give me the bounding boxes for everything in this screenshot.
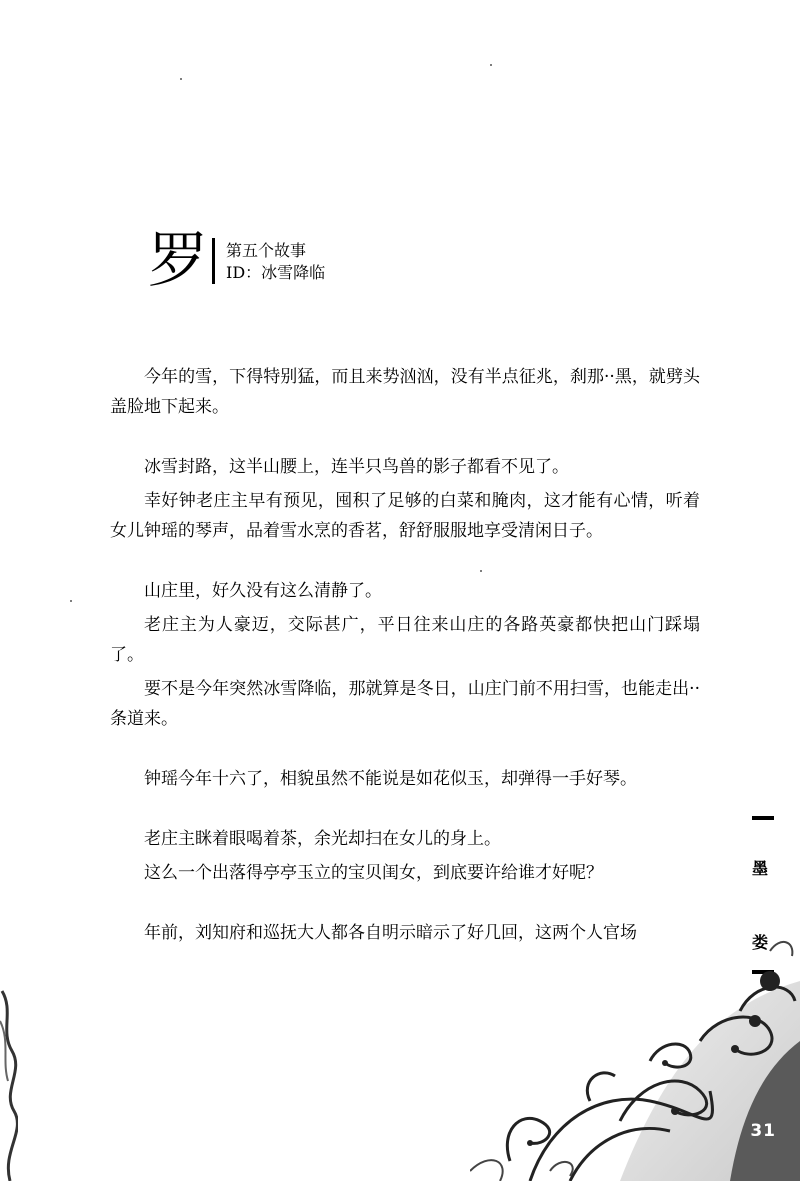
chapter-subtitle: 第五个故事	[226, 241, 307, 260]
paragraph: 老庄主为人豪迈，交际甚广，平日往来山庄的各路英豪都快把山门踩塌了。	[110, 615, 700, 665]
left-edge-ornament	[0, 981, 18, 1181]
paragraph: 冰雪封路，这半山腰上，连半只鸟兽的影子都看不见了。	[144, 457, 569, 477]
side-tab-bottom-glyph: 娄	[752, 933, 769, 952]
story-body	[110, 362, 700, 948]
paragraph: 这么一个出落得亭亭玉立的宝贝闺女，到底要许给谁才好呢？	[144, 863, 603, 883]
page-number: 31	[750, 1121, 776, 1141]
paragraph: 钟瑶今年十六了，相貌虽然不能说是如花似玉，却弹得一手好琴。	[144, 769, 637, 789]
paragraph: 幸好钟老庄主早有预见，囤积了足够的白菜和腌肉，这才能有心情，听着女儿钟瑶的琴声，品着雪水烹的香茗，舒舒服服地享受清闲日子。	[110, 491, 700, 541]
side-tab-top-glyph: 墨	[752, 859, 769, 878]
scan-speck	[180, 78, 182, 80]
floral-swirl-ornament	[470, 921, 800, 1181]
paragraph: 老庄主眯着眼喝着茶，余光却扫在女儿的身上。	[144, 829, 501, 849]
paragraph: 今年的雪，下得特别猛，而且来势汹汹，没有半点征兆，刹那··黑，就劈头盖脸地下起来。	[110, 367, 700, 417]
scan-speck	[70, 600, 72, 602]
paragraph: 山庄里，好久没有这么清静了。	[144, 581, 382, 601]
paragraph: 要不是今年突然冰雪降临，那就算是冬日，山庄门前不用扫雪，也能走出··条道来。	[110, 679, 700, 729]
chapter-subtitle-block	[226, 240, 325, 284]
side-tab-mark	[752, 816, 774, 820]
chapter-author-id: ID：冰雪降临	[226, 263, 326, 282]
chapter-title-character: 罗	[148, 226, 208, 296]
paragraph: 年前，刘知府和巡抚大人都各自明示暗示了好几回，这两个人官场	[144, 923, 637, 943]
scan-speck	[490, 64, 492, 66]
chapter-divider-bar	[212, 238, 215, 284]
